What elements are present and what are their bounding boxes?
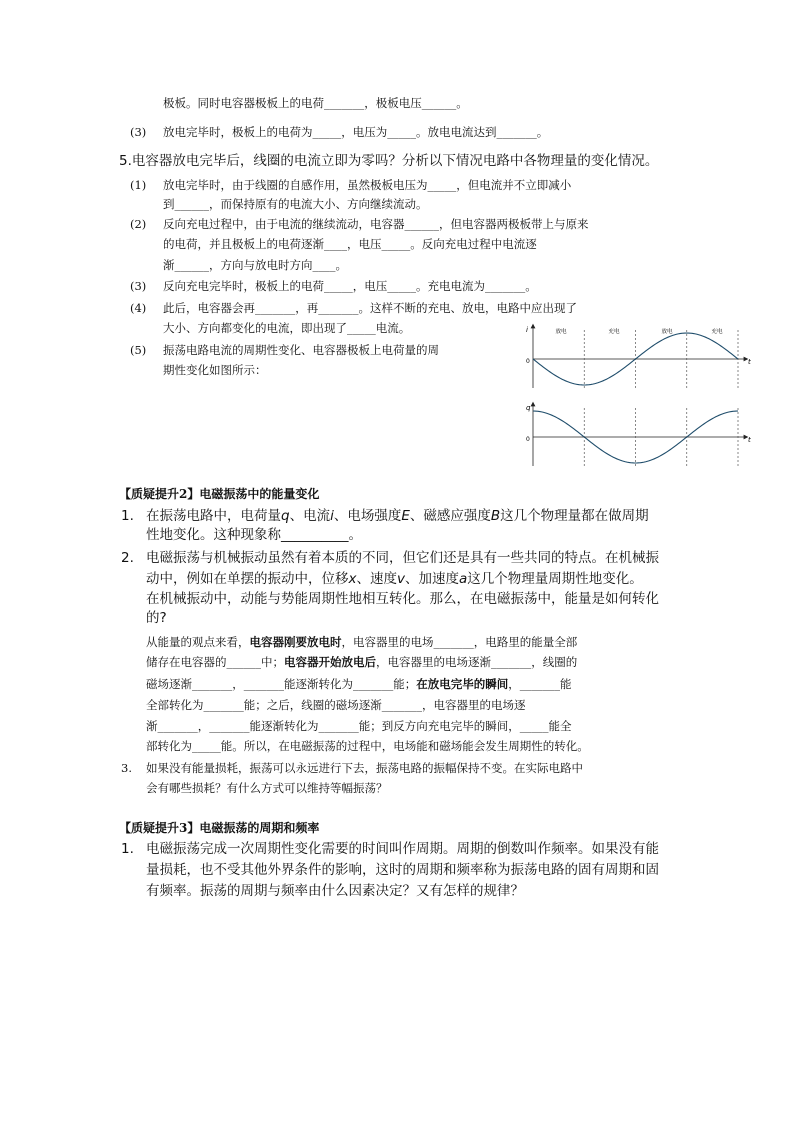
item-3-text: 放电完毕时，极板上的电荷为_____，电压为_____。放电电流达到_______。	[163, 125, 549, 139]
charge-x-label: t	[748, 436, 751, 444]
s3-p1-line-a: 电磁振荡完成一次周期性变化需要的时间叫作周期。周期的倒数叫作频率。如果没有能	[146, 841, 659, 857]
current-segment-label-1: 充电	[608, 329, 620, 335]
s2-p1-line-b: 性地变化。这种现象称__________。	[146, 527, 362, 543]
current-x-label: t	[748, 358, 751, 366]
current-graph	[520, 322, 756, 392]
q5-item-2-number: (2)	[130, 217, 147, 231]
s2-p3-line-b: 会有哪些损耗？有什么方式可以维持等幅振荡？	[146, 781, 388, 795]
q5-item-5-line-a: 振荡电路电流的周期性变化、电容器极板上电荷量的周	[163, 343, 439, 357]
current-segment-label-2: 放电	[661, 329, 673, 335]
q5-item-4-line-a: 此后，电容器会再_______，再_______。这样不断的充电、放电，电路中应出现了	[163, 301, 577, 315]
s2-p2-line-a: 电磁振荡与机械振动虽然有着本质的不同，但它们还是具有一些共同的特点。在机械振	[146, 550, 659, 566]
s2-energy-line-2: 储存在电容器的______中；电容器开始放电后，电容器里的电场逐渐_______，线圈的	[146, 655, 578, 669]
question-5-title: 5.电容器放电完毕后，线圈的电流立即为零吗？分析以下情况电路中各物理量的变化情况。	[119, 153, 659, 169]
q5-item-3-number: (3)	[130, 279, 147, 293]
q5-item-2-line-c: 渐______，方向与放电时方向____。	[163, 258, 347, 272]
q5-item-5-number: (5)	[130, 343, 147, 357]
section-3-header: 【质疑提升3】电磁振荡的周期和频率	[119, 821, 320, 835]
s2-energy-line-6: 部转化为_____能。所以，在电磁振荡的过程中，电场能和磁场能会发生周期性的转化。	[146, 739, 589, 753]
q5-item-1-line-b: 到______，而保持原有的电流大小、方向继续流动。	[163, 197, 428, 211]
s2-energy-line-1: 从能量的观点来看，电容器刚要放电时，电容器里的电场_______，电路里的能量全部	[146, 635, 578, 649]
q5-item-5-line-b: 期性变化如图所示：	[163, 363, 267, 377]
s2-p1-number: 1.	[121, 508, 134, 524]
s2-p2-line-c: 在机械振动中，动能与势能周期性地相互转化。那么，在电磁振荡中，能量是如何转化	[146, 591, 659, 607]
section-2-header: 【质疑提升2】电磁振荡中的能量变化	[119, 487, 320, 501]
s2-p3-line-a: 如果没有能量损耗，振荡可以永远进行下去，振荡电路的振幅保持不变。在实际电路中	[146, 761, 583, 775]
s3-p1-line-c: 有频率。振荡的周期与频率由什么因素决定？又有怎样的规律？	[146, 883, 524, 899]
current-segment-label-3: 充电	[711, 329, 723, 335]
continued-line: 极板。同时电容器极板上的电荷_______，极板电压______。	[163, 96, 468, 110]
s2-energy-line-3: 磁场逐渐_______，_______能逐渐转化为_______能；在放电完毕的瞬间，_______能	[146, 677, 572, 691]
item-3-number: (3)	[130, 125, 147, 139]
q5-item-1-number: (1)	[130, 178, 147, 192]
q5-item-4-line-b: 大小、方向都变化的电流，即出现了_____电流。	[163, 321, 411, 335]
s2-p3-number: 3.	[121, 761, 132, 775]
s2-p2-number: 2.	[121, 550, 134, 566]
s2-energy-line-5: 渐_______，_______能逐渐转化为_______能；到反方向充电完毕的瞬间，_____能全	[146, 719, 572, 733]
q5-item-1-line-a: 放电完毕时，由于线圈的自感作用，虽然极板电压为_____，但电流并不立即减小	[163, 178, 572, 192]
s2-p2-line-d: 的?	[146, 610, 167, 626]
charge-origin-label: 0	[526, 436, 530, 443]
s3-p1-number: 1.	[121, 841, 134, 857]
current-segment-label-0: 放电	[555, 329, 567, 335]
charge-graph	[520, 400, 756, 470]
q5-item-2-line-a: 反向充电过程中，由于电流的继续流动，电容器______，但电容器两极板带上与原来	[163, 217, 589, 231]
charge-y-label: q	[526, 404, 531, 412]
s3-p1-line-b: 量损耗，也不受其他外界条件的影响，这时的周期和频率称为振荡电路的固有周期和固	[146, 862, 659, 878]
current-origin-label: 0	[526, 358, 530, 365]
q5-item-2-line-b: 的电荷，并且极板上的电荷逐渐____，电压_____。反向充电过程中电流逐	[163, 237, 537, 251]
current-y-label: i	[526, 326, 528, 334]
q5-item-4-number: (4)	[130, 301, 147, 315]
s2-p2-line-b: 动中，例如在单摆的振动中，位移x、速度v、加速度a这几个物理量周期性地变化。	[146, 571, 643, 587]
q5-item-3-text: 反向充电完毕时，极板上的电荷_____，电压_____。充电电流为_______。	[163, 279, 537, 293]
s2-p1-line-a: 在振荡电路中，电荷量q、电流i、电场强度E、磁感应强度B这几个物理量都在做周期	[146, 508, 649, 524]
s2-energy-line-4: 全部转化为_______能；之后，线圈的磁场逐渐_______，电容器里的电场逐	[146, 698, 526, 712]
